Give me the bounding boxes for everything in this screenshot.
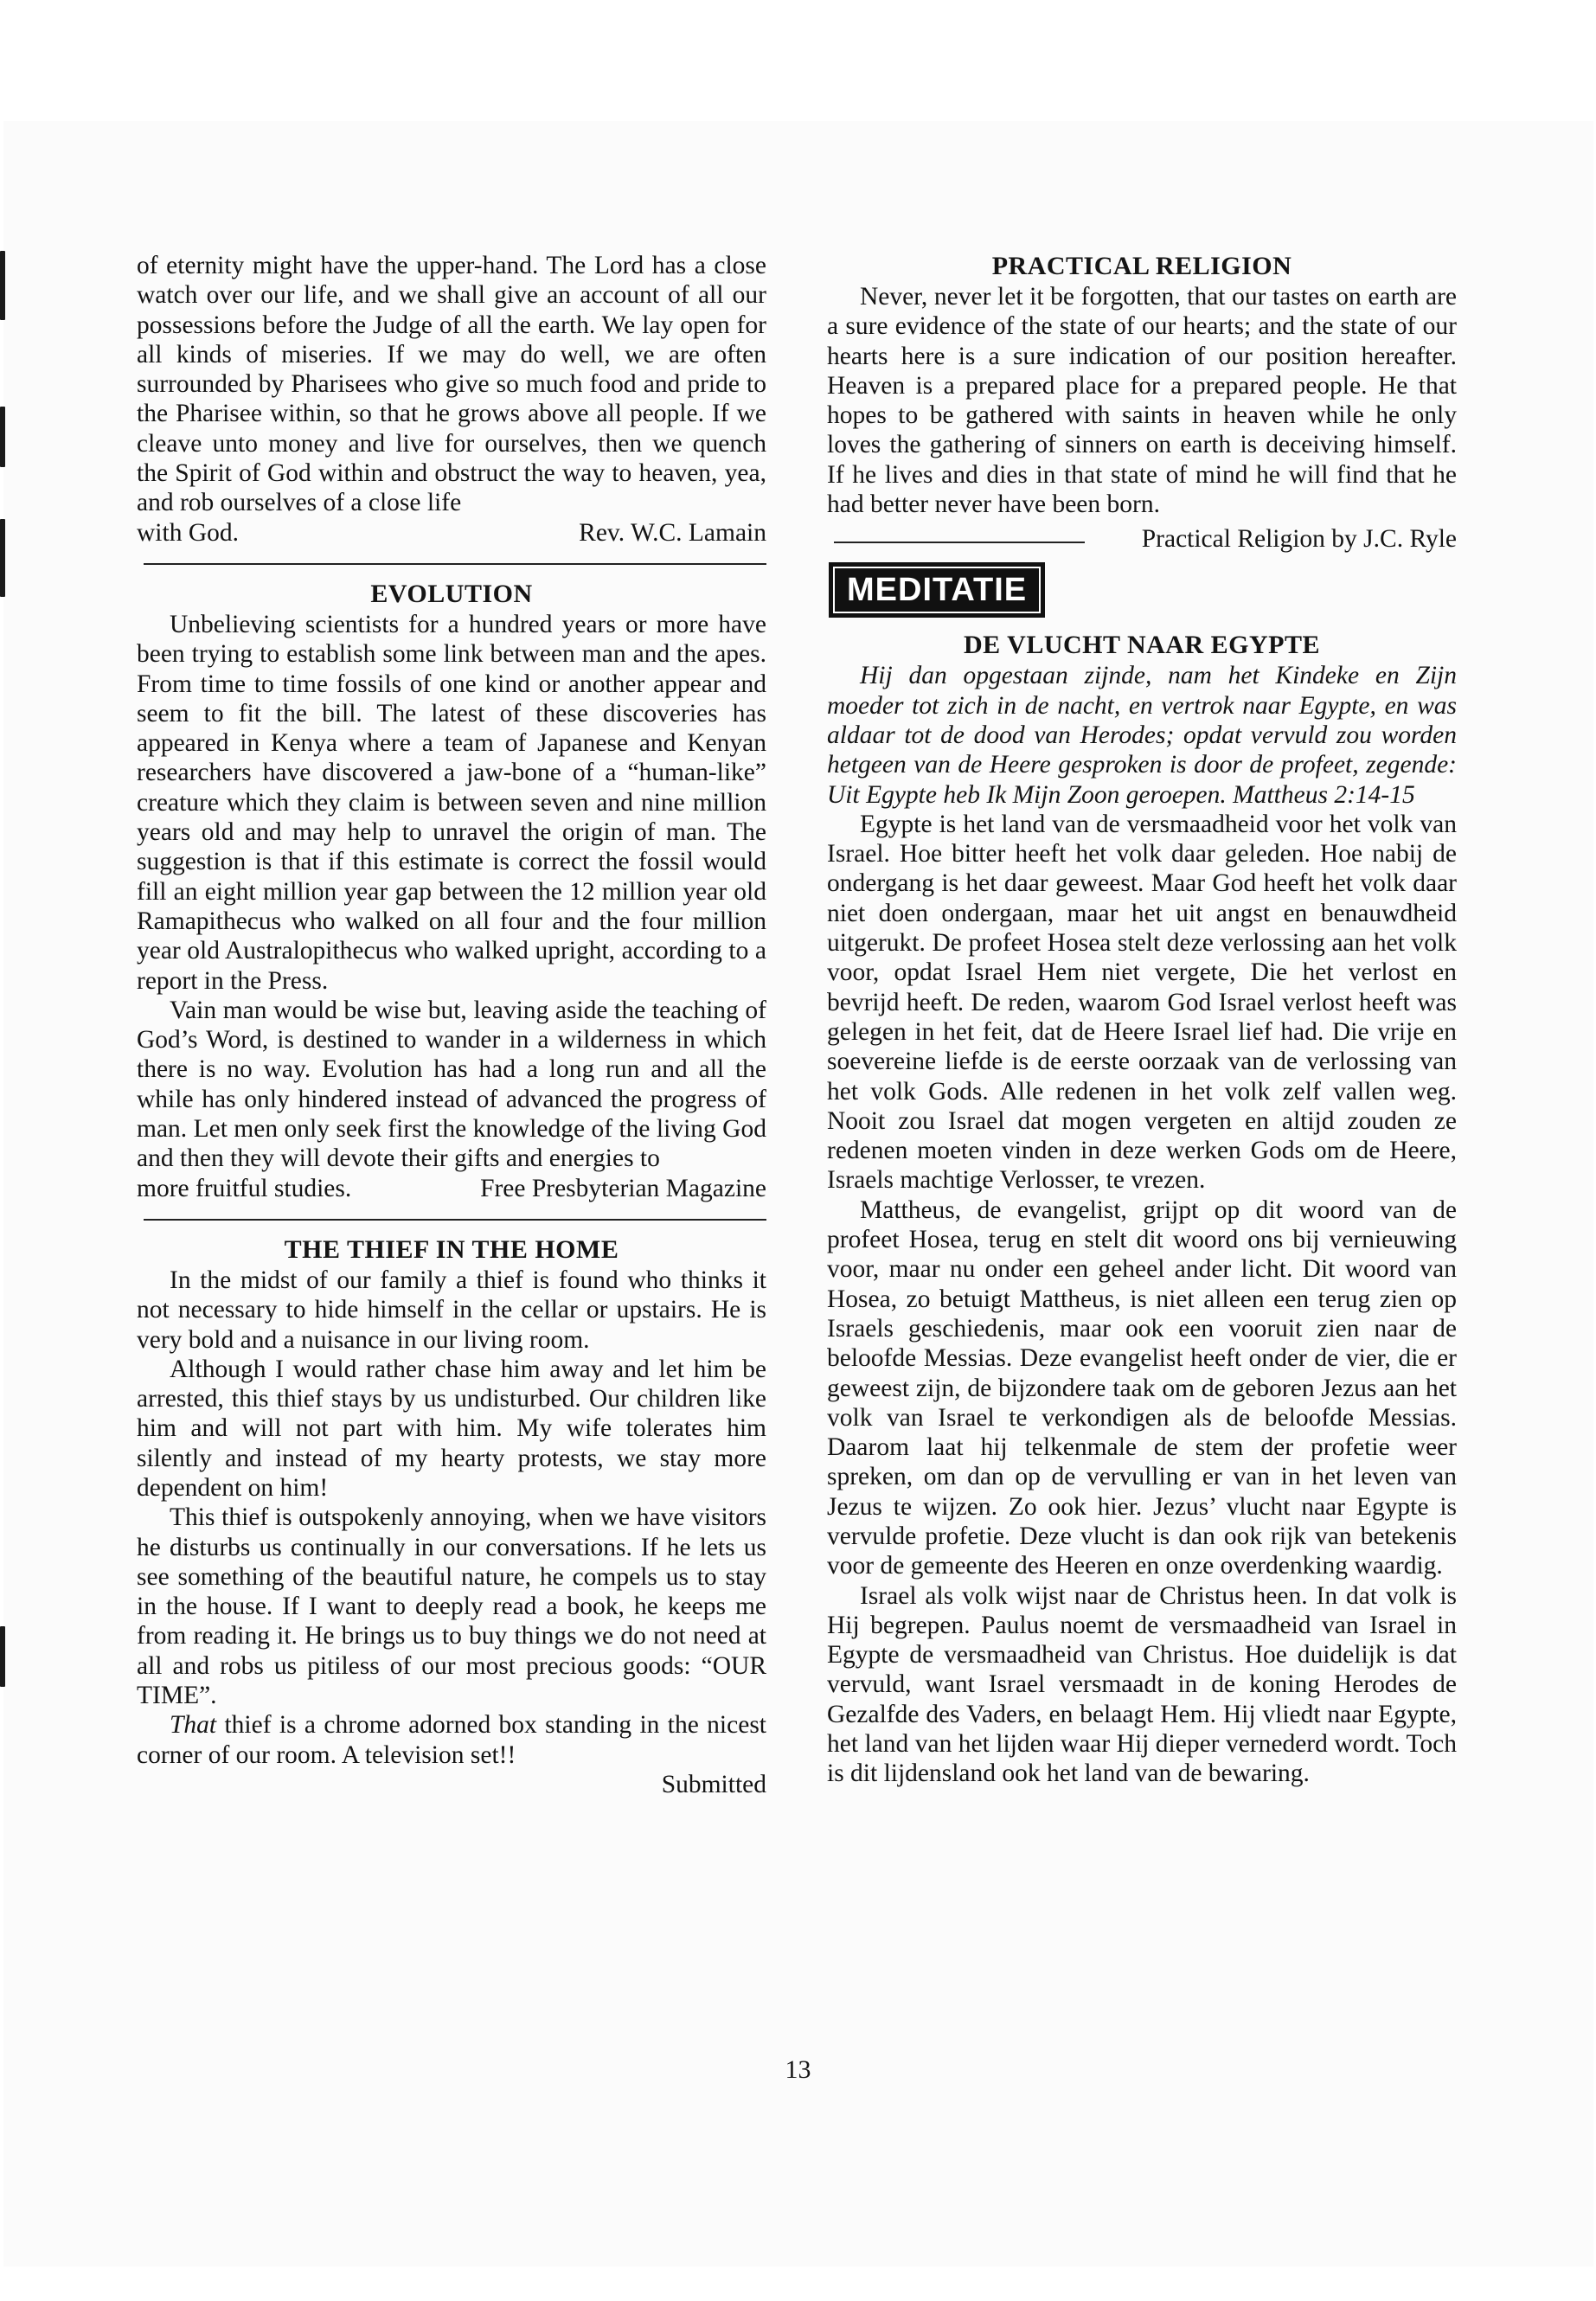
thief-emphasis: That [170, 1711, 217, 1740]
divider [144, 563, 766, 565]
evolution-paragraph: Unbelieving scientists for a hundred years or more have been trying to establish some link between man and the apes. From time to time fossils of one kind or another appear and seem to fit the bill. The latest of these discoveries has appeared in Kenya where a team of Japanese and Kenyan researchers have discovered a jaw-bone of a “human-like” creature which they claim is between seven and nine million years old and may help to unravel the origin of man. The suggestion is that if this estimate is correct the fossil would fill an eight million year gap between the 12 million year old Ramapithecus who walked on all four and the four million year old Australopithecus who walked upright, according to a report in the Press. [137, 610, 766, 995]
divider [144, 1219, 766, 1221]
thief-closing-text: thief is a chrome adorned box standing in the nicest corner of our room. A television set!! [137, 1711, 766, 1769]
evolution-last-line: more fruitful studies. [137, 1174, 352, 1202]
thief-paragraph: In the midst of our family a thief is found who thinks it not necessary to hide himself in the cellar or upstairs. He is very bold and a nuisance in our living room. [137, 1266, 766, 1354]
page-number: 13 [785, 2055, 811, 2084]
meditatie-badge-label: MEDITATIE [833, 567, 1041, 613]
meditatie-paragraph: Israel als volk wijst naar de Christus heen. In dat volk is Hij begrepen. Paulus noemt de versmaadheid van Israel in Egypte de versmaadheid van Christus. Hoe duidelijk is dat vervuld, want Israel versmaadt in de koning Herodes de Gezalfde des Vaders, en belaagt Hem. Hij vliedt naar Egypte, het land van het lijden waar Hij dieper vernederd wordt. Toch is dit lijdensland ook het land van de bewaring. [827, 1581, 1457, 1788]
scan-edge-mark [0, 519, 5, 597]
evolution-title: EVOLUTION [370, 579, 533, 608]
meditatie-verse: Hij dan opgestaan zijnde, nam het Kindeke en Zijn moeder tot zich in de nacht, en vertrok naar Egypte, en was aldaar tot de dood van Herodes; opdat vervuld zou worden hetgeen van de Heere gesproken is door de profeet, zegende: Uit Egypte heb Ik Mijn Zoon geroepen. Mattheus 2:14-15 [827, 662, 1457, 809]
lamain-article-end [137, 251, 766, 548]
evolution-article [137, 579, 766, 1203]
evolution-paragraph: Vain man would be wise but, leaving aside the teaching of God’s Word, is destined to wander in a wilderness in which there is no way. Evolution has had a long run and all the while has only hindered instead of advanced the progress of man. Let men only seek first the knowledge of the living God and then they will devote their gifts and energies to [137, 996, 766, 1173]
practical-religion-article [827, 251, 1457, 561]
thief-paragraph: This thief is outspokenly annoying, when we have visitors he disturbs us continually in our conversations. If he lets us see something of the beautiful nature, he compels us to stay in the house. If I want to deeply read a book, he keeps me from reading it. He brings us to buy things we do not need at all and robs us pitiless of our most precious goods: “OUR TIME”. [137, 1503, 766, 1710]
lamain-signature-line [137, 518, 766, 548]
meditatie-title: DE VLUCHT NAAR EGYPTE [964, 631, 1320, 660]
lamain-last-line: with God. [137, 518, 239, 547]
practical-text: Never, never let it be forgotten, that our tastes on earth are a sure evidence of the state of our hearts; and the state of our hearts here is a sure indication of our position hereafter. Heaven is a prepared place for a prepared people. He that hopes to be gathered with saints in heaven while he only loves the gathering of sinners on earth is deceiving himself. If he lives and dies in that state of mind he will find that he had better never have been born. [827, 283, 1457, 519]
practical-source-row [827, 522, 1457, 561]
meditatie-article [827, 561, 1457, 1788]
thief-signature: Submitted [661, 1770, 766, 1798]
practical-source: Practical Religion by J.C. Ryle [1141, 525, 1457, 554]
thief-article [137, 1234, 766, 1799]
thief-paragraph: Although I would rather chase him away and let him be arrested, this thief stays by us undisturbed. Our children like him and will not part with him. My wife tolerates him silently and instead of my hearty protests, we stay more dependent on him! [137, 1355, 766, 1502]
scan-edge-mark [0, 251, 5, 320]
evolution-source-line [137, 1174, 766, 1203]
right-column [827, 251, 1457, 1789]
scan-edge-mark [0, 1626, 5, 1687]
meditatie-paragraph: Mattheus, de evangelist, grijpt op dit woord van de profeet Hosea, terug en stelt dit woord ons bij vernieuwing voor, maar nu onder een geheel ander licht. Dit woord van Hosea, zo betuigt Mattheus, is niet alleen een terug zien op Israels geschiedenis, maar ook een vooruit zien naar de beloofde Messias. Deze evangelist heeft onder de vier, die er geweest zijn, de bijzondere taak om de geboren Jezus aan het volk van Israel te verkondigen als de beloofde Messias. Daarom laat hij telkenmale de stem der profetie weer spreken, om dan op de vervulling er van in het leven van Jezus te wijzen. Zo ook hier. Jezus’ vlucht naar Egypte is vervulde profetie. Deze vlucht is dan ook rijk van betekenis voor de gemeente des Heeren en onze overdenking waardig. [827, 1195, 1457, 1580]
practical-title: PRACTICAL RELIGION [991, 252, 1292, 280]
lamain-author: Rev. W.C. Lamain [579, 518, 766, 547]
thief-paragraph [137, 1710, 766, 1770]
divider [834, 542, 1085, 543]
left-column [137, 251, 766, 1799]
scan-edge-mark [0, 407, 5, 467]
meditatie-paragraph: Egypte is het land van de versmaadheid voor het volk van Israel. Hoe bitter heeft het volk daar geleden. Hoe nabij de ondergang is het daar geweest. Maar God heeft het volk daar niet doen ondergaan, maar het uit angst en benauwdheid uitgerukt. De profeet Hosea stelt deze verlossing aan het volk voor, opdat Israel Hem niet vergete, Die het verlost en bevrijd heeft. De reden, waarom God Israel verlost heeft was gelegen in het feit, dat de Heere Israel lief had. Die vrije en soevereine liefde is de eerste oorzaak van de verlossing van het volk Gods. Alle redenen in het volk zelf vallen weg. Nooit zou Israel dat mogen vergeten en altijd zouden ze redenen moeten vinden in deze werken Gods om de Heere, Israels machtige Verlosser, te vrezen. [827, 810, 1457, 1195]
thief-title: THE THIEF IN THE HOME [284, 1234, 619, 1264]
evolution-source: Free Presbyterian Magazine [480, 1174, 766, 1202]
meditatie-badge [829, 562, 1045, 618]
lamain-text: of eternity might have the upper-hand. The Lord has a close watch over our life, and we shall give an account of all our possessions before the Judge of all the earth. We lay open for all kinds of miseries. If we may do well, we are often surrounded by Pharisees who give so much food and pride to the Pharisee within, so that he grows above all people. If we cleave unto money and live for ourselves, then we quench the Spirit of God within and obstruct the way to heaven, yea, and rob ourselves of a close life [137, 252, 766, 517]
